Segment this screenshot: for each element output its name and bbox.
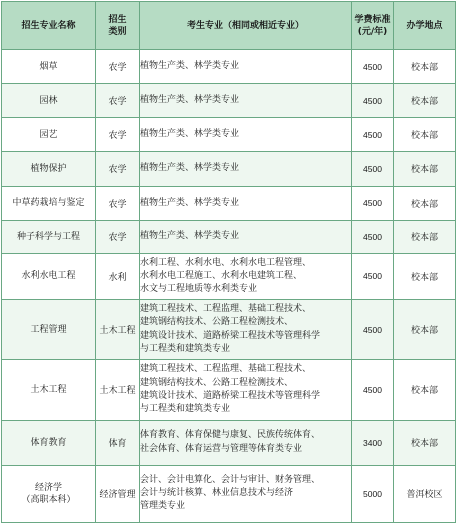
table-row [2,220,456,253]
table-row [2,50,456,84]
applicant-majors-line: 建筑设计技术、道路桥梁工程技术等管理科学 [140,390,321,401]
applicant-majors-cell [140,118,352,152]
applicant-majors-line: 与工程类和建筑类专业 [140,404,231,415]
header-tuition [352,2,394,50]
major-name-cell [2,118,96,152]
major-name: 中草药栽培与鉴定 [12,198,85,209]
applicant-majors-line: 会计、会计电算化、会计与审计、财务管理、 [140,475,321,486]
applicant-majors-line: 建筑设计技术、道路桥梁工程技术等管理科学 [140,330,321,341]
major-name-cell [2,84,96,118]
category-cell: 农学 [96,152,140,186]
applicant-majors-line: 与工程类和建筑类专业 [140,343,231,354]
tuition-cell: 4500 [352,360,394,420]
applicant-majors-line: 社会体育、体育运营与管理等体育类专业 [140,443,303,454]
major-name: 种子科学与工程 [16,231,80,242]
applicant-majors-cell [140,186,352,220]
tuition-cell: 4500 [352,84,394,118]
applicant-majors-cell [140,360,352,420]
location-cell: 校本部 [394,152,456,186]
applicant-majors-line: 建筑工程技术、工程监理、基础工程技术、 [140,364,312,375]
applicant-majors-cell [140,220,352,253]
table-row [2,186,456,220]
table-row [2,360,456,420]
header-major-name: 招生专业名称 [2,2,96,50]
location-cell: 校本部 [394,300,456,360]
major-name-cell [2,186,96,220]
major-name: 土木工程 [30,384,67,395]
location-cell: 校本部 [394,220,456,253]
header-location: 办学地点 [394,2,456,50]
tuition-cell: 3400 [352,420,394,465]
major-name-cell [2,465,96,522]
major-name: 工程管理 [30,324,67,335]
location-cell: 校本部 [394,50,456,84]
header-category [96,2,140,50]
applicant-majors-cell [140,420,352,465]
tuition-cell: 5000 [352,465,394,522]
category-cell: 农学 [96,84,140,118]
table-row [2,84,456,118]
location-cell: 普洱校区 [394,465,456,522]
header-tuition-line: (元/年) [357,26,388,37]
applicant-majors-line: 建筑工程技术、工程监理、基础工程技术、 [140,304,312,315]
applicant-majors-line: 植物生产类、林学类专业 [140,129,240,140]
header-category-line: 招生 [108,14,127,25]
tuition-cell: 4500 [352,300,394,360]
major-name: 植物保护 [30,163,67,174]
major-name-cell [2,253,96,299]
major-name-cell [2,220,96,253]
category-cell: 水利 [96,253,140,299]
applicant-majors-cell [140,152,352,186]
applicant-majors-cell [140,84,352,118]
category-cell: 农学 [96,50,140,84]
category-cell: 体育 [96,420,140,465]
header-tuition-line: 学费标准 [354,14,391,25]
category-cell: 土木工程 [96,300,140,360]
header-category-line: 类别 [108,26,127,37]
applicant-majors-line: 建筑钢结构技术、公路工程检测技术、 [140,377,294,388]
table-row [2,118,456,152]
applicant-majors-line: 会计与统计核算、林业信息技术与经济 [140,488,294,499]
applicant-majors-line: 建筑钢结构技术、公路工程检测技术、 [140,317,294,328]
category-cell: 农学 [96,118,140,152]
category-cell: 经济管理 [96,465,140,522]
tuition-cell: 4500 [352,220,394,253]
location-cell: 校本部 [394,360,456,420]
table-row [2,300,456,360]
category-cell: 农学 [96,220,140,253]
admissions-table-wrapper [1,1,455,523]
major-name-cell [2,300,96,360]
major-name: 烟草 [39,61,58,72]
category-cell: 农学 [96,186,140,220]
tuition-cell: 4500 [352,186,394,220]
major-name: 水利水电工程 [21,271,76,282]
admissions-table [1,1,456,523]
location-cell: 校本部 [394,84,456,118]
major-name: 体育教育 [30,437,67,448]
tuition-cell: 4500 [352,118,394,152]
tuition-cell: 4500 [352,152,394,186]
header-row [2,2,456,50]
applicant-majors-line: 植物生产类、林学类专业 [140,60,240,71]
applicant-majors-line: 管理类专业 [140,501,186,512]
table-row [2,420,456,465]
applicant-majors-line: 植物生产类、林学类专业 [140,95,240,106]
applicant-majors-cell [140,300,352,360]
location-cell: 校本部 [394,420,456,465]
major-name-cell [2,152,96,186]
applicant-majors-line: 水利水电工程施工、水利水电建筑工程、 [140,270,303,281]
applicant-majors-line: 植物生产类、林学类专业 [140,197,240,208]
major-name: 经济学 [34,482,62,493]
tuition-cell: 4500 [352,253,394,299]
major-name-cell [2,360,96,420]
table-row [2,152,456,186]
location-cell: 校本部 [394,253,456,299]
applicant-majors-line: 水文与工程地质等水利类专业 [140,284,258,295]
location-cell: 校本部 [394,186,456,220]
applicant-majors-line: 体育教育、体育保健与康复、民族传统体育、 [140,430,321,441]
applicant-majors-line: 水利工程、水利水电、水利水电工程管理、 [140,257,312,268]
tuition-cell: 4500 [352,50,394,84]
major-name-note: （高职本科） [21,494,76,505]
table-row [2,465,456,522]
applicant-majors-line: 植物生产类、林学类专业 [140,163,240,174]
major-name: 园林 [39,95,58,106]
major-name: 园艺 [39,129,58,140]
applicant-majors-line: 植物生产类、林学类专业 [140,231,240,242]
table-row [2,253,456,299]
applicant-majors-cell [140,465,352,522]
applicant-majors-cell [140,50,352,84]
header-applicant-majors: 考生专业（相同或相近专业） [140,2,352,50]
applicant-majors-cell [140,253,352,299]
category-cell: 土木工程 [96,360,140,420]
location-cell: 校本部 [394,118,456,152]
major-name-cell [2,420,96,465]
major-name-cell [2,50,96,84]
